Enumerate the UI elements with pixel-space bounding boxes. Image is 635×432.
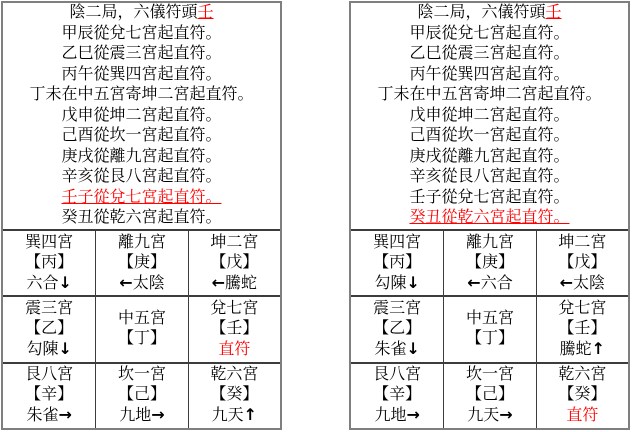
formula-line: 丙午從巽四宮起直符。: [61, 65, 222, 83]
palace-grid: [351, 229, 628, 428]
palace-cell-zhen3: [351, 295, 443, 361]
palace-name: 兌七宮: [558, 299, 607, 317]
formula-line: 戊申從坤二宮起直符。: [61, 106, 222, 124]
stem-label: 【丁】: [117, 330, 166, 348]
god-name: 六合: [480, 274, 513, 292]
god-line: [26, 273, 71, 294]
palace-name: 震三宮: [373, 299, 422, 317]
panel-title-text: 陰二局，六儀符頭: [417, 4, 546, 22]
palace-name: 艮八宮: [25, 366, 74, 384]
palace-name: 中五宮: [465, 310, 514, 328]
formula-line: 己酉從坎一宮起直符。: [61, 127, 222, 145]
stem-label: 【己】: [465, 386, 514, 404]
palace-name: 巽四宮: [25, 233, 74, 251]
stem-label: 【庚】: [465, 253, 514, 271]
palace-cell-zhen3: [3, 295, 95, 361]
arrow-after-icon: ↑: [243, 405, 258, 425]
god-name: 九地: [119, 407, 152, 425]
palace-cell-center5: [443, 295, 535, 361]
palace-name: 坎一宮: [465, 366, 514, 384]
stem-label: 【乙】: [25, 319, 74, 337]
palace-cell-gen8: [351, 362, 443, 428]
stem-label: 【丁】: [465, 330, 514, 348]
god-name: 六合: [26, 274, 59, 292]
arrow-after-icon: →: [406, 405, 420, 425]
arrow-after-icon: ↓: [58, 338, 72, 358]
panel-title: [3, 3, 280, 24]
formula-line: 乙巳從震三宮起直符。: [409, 45, 570, 63]
stem-label: 【丙】: [25, 253, 74, 271]
god-name: 太陰: [573, 274, 606, 292]
god-line: [119, 405, 164, 426]
formula-line: 辛亥從艮八宮起直符。: [409, 168, 570, 186]
stem-label: 【戊】: [210, 253, 259, 271]
formula-line: 甲辰從兌七宮起直符。: [61, 24, 222, 42]
god-line: [566, 405, 598, 426]
formula-line: 甲辰從兌七宮起直符。: [409, 24, 570, 42]
god-line: [218, 339, 250, 360]
formula-line-highlighted: 壬子從兌七宮起直符。: [61, 188, 222, 206]
god-name: 騰蛇: [225, 274, 258, 292]
god-line: [560, 273, 605, 294]
arrow-after-icon: →: [58, 405, 72, 425]
arrow-before-icon: ←: [559, 272, 574, 292]
palace-cell-li9: [95, 229, 187, 295]
panel-title-highlight: 壬: [545, 4, 562, 22]
formula-text-block: [351, 3, 628, 229]
arrow-after-icon: →: [499, 405, 513, 425]
formula-line: 丙午從巽四宮起直符。: [409, 65, 570, 83]
god-line: [212, 273, 257, 294]
formula-text-block: [3, 3, 280, 229]
arrow-after-icon: ↓: [406, 338, 420, 358]
palace-name: 兌七宮: [210, 299, 259, 317]
arrow-before-icon: ←: [467, 272, 481, 292]
formula-line: 戊申從坤二宮起直符。: [409, 106, 570, 124]
formula-line: 丁未在中五宮寄坤二宮起直符。: [29, 86, 254, 104]
stem-label: 【乙】: [373, 319, 422, 337]
stem-label: 【庚】: [117, 253, 166, 271]
palace-name: 乾六宮: [210, 366, 259, 384]
palace-cell-dui7: [536, 295, 628, 361]
god-name: 勾陳: [374, 274, 407, 292]
formula-line: 庚戌從離九宮起直符。: [61, 147, 222, 165]
panel-title-highlight: 壬: [197, 4, 214, 22]
palace-name: 離九宮: [117, 233, 166, 251]
arrow-after-icon: →: [151, 405, 165, 425]
palace-name: 坎一宮: [117, 366, 166, 384]
palace-name: 巽四宮: [373, 233, 422, 251]
arrow-before-icon: ←: [119, 272, 133, 292]
god-name: 直符: [566, 407, 599, 425]
palace-cell-kan1: [443, 362, 535, 428]
stem-label: 【己】: [117, 386, 166, 404]
qimen-panel-right: [349, 1, 630, 430]
palace-cell-dui7: [188, 295, 280, 361]
palace-name: 坤二宮: [558, 233, 607, 251]
stem-label: 【辛】: [373, 386, 422, 404]
palace-cell-li9: [443, 229, 535, 295]
formula-line: 癸丑從乾六宮起直符。: [61, 209, 222, 227]
god-line: [374, 339, 419, 360]
god-line: [26, 339, 71, 360]
formula-line: 乙巳從震三宮起直符。: [61, 45, 222, 63]
formula-line: 辛亥從艮八宮起直符。: [61, 168, 222, 186]
god-name: 九天: [211, 407, 244, 425]
palace-cell-center5: [95, 295, 187, 361]
stem-label: 【壬】: [558, 319, 607, 337]
palace-cell-kun2: [188, 229, 280, 295]
god-line: [467, 405, 512, 426]
god-name: 朱雀: [374, 340, 407, 358]
god-name: 騰蛇: [559, 340, 592, 358]
panel-title-text: 陰二局，六儀符頭: [69, 4, 198, 22]
palace-cell-xun4: [3, 229, 95, 295]
god-line: [374, 273, 419, 294]
palace-name: 艮八宮: [373, 366, 422, 384]
god-name: 九天: [467, 407, 500, 425]
god-line: [467, 273, 512, 294]
stem-label: 【戊】: [558, 253, 607, 271]
arrow-before-icon: ←: [211, 272, 226, 292]
qimen-panel-left: [1, 1, 282, 430]
god-line: [26, 405, 71, 426]
stem-label: 【癸】: [558, 386, 607, 404]
palace-name: 中五宮: [117, 310, 166, 328]
god-line: [212, 405, 257, 426]
formula-line: 庚戌從離九宮起直符。: [409, 147, 570, 165]
palace-name: 震三宮: [25, 299, 74, 317]
stem-label: 【癸】: [210, 386, 259, 404]
god-line: [374, 405, 419, 426]
palace-cell-xun4: [351, 229, 443, 295]
palace-name: 坤二宮: [210, 233, 259, 251]
god-line: [119, 273, 164, 294]
formula-line: 丁未在中五宮寄坤二宮起直符。: [377, 86, 602, 104]
palace-cell-qian6: [188, 362, 280, 428]
stem-label: 【辛】: [25, 386, 74, 404]
palace-cell-qian6: [536, 362, 628, 428]
god-name: 太陰: [132, 274, 165, 292]
god-name: 直符: [218, 340, 251, 358]
panel-title: [351, 3, 628, 24]
god-line: [560, 339, 605, 360]
stem-label: 【壬】: [210, 319, 259, 337]
arrow-after-icon: ↑: [591, 338, 606, 358]
palace-cell-gen8: [3, 362, 95, 428]
god-name: 朱雀: [26, 407, 59, 425]
palace-cell-kan1: [95, 362, 187, 428]
palace-name: 乾六宮: [558, 366, 607, 384]
palace-cell-kun2: [536, 229, 628, 295]
formula-line-highlighted: 癸丑從乾六宮起直符。: [409, 209, 570, 227]
stem-label: 【丙】: [373, 253, 422, 271]
god-name: 勾陳: [26, 340, 59, 358]
formula-line: 己酉從坎一宮起直符。: [409, 127, 570, 145]
god-name: 九地: [374, 407, 407, 425]
arrow-after-icon: ↓: [58, 272, 72, 292]
formula-line: 壬子從兌七宮起直符。: [409, 188, 570, 206]
palace-grid: [3, 229, 280, 428]
arrow-after-icon: ↓: [406, 272, 420, 292]
palace-name: 離九宮: [465, 233, 514, 251]
